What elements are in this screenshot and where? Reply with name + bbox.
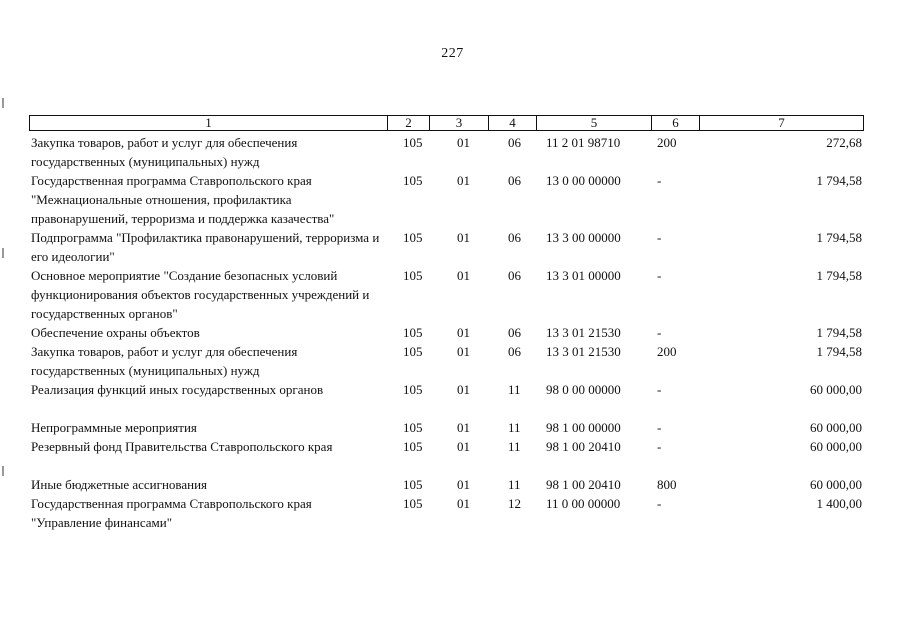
row-name: Обеспечение охраны объектов (31, 325, 200, 340)
row-code-3: 01 (457, 382, 470, 397)
row-name: Реализация функций иных государственных органов (31, 382, 324, 397)
row-amount: 1 794,58 (816, 173, 862, 188)
row-code-3: 01 (457, 173, 470, 188)
table-row (31, 323, 864, 342)
row-code-6: - (657, 230, 662, 245)
row-code-2: 105 (403, 325, 423, 340)
table-row (31, 342, 864, 380)
header-col-2: 2 (387, 116, 429, 130)
row-name: Иные бюджетные ассигнования (31, 477, 208, 492)
row-code-4: 12 (508, 496, 521, 511)
row-code-2: 105 (403, 420, 423, 435)
row-code-4: 06 (508, 268, 521, 283)
budget-table-body (31, 133, 864, 532)
row-code-5: 11 2 01 98710 (546, 135, 621, 150)
row-code-3: 01 (457, 439, 470, 454)
row-amount: 60 000,00 (810, 439, 862, 454)
row-code-6: 800 (657, 477, 677, 492)
row-amount: 60 000,00 (810, 477, 862, 492)
row-code-4: 06 (508, 325, 521, 340)
row-code-3: 01 (457, 268, 470, 283)
table-row (31, 494, 864, 532)
header-col-6: 6 (651, 116, 699, 130)
row-code-6: - (657, 420, 662, 435)
row-code-3: 01 (457, 420, 470, 435)
row-name: Закупка товаров, работ и услуг для обеспечения государственных (муниципальных) нужд (31, 344, 298, 378)
row-code-6: - (657, 439, 662, 454)
row-code-2: 105 (403, 268, 423, 283)
margin-mark (2, 466, 4, 476)
table-row (31, 133, 864, 171)
header-col-7: 7 (699, 116, 863, 130)
row-amount: 60 000,00 (810, 420, 862, 435)
row-code-5: 13 3 01 21530 (546, 325, 621, 340)
table-header (29, 115, 864, 131)
row-code-6: - (657, 268, 662, 283)
row-code-3: 01 (457, 496, 470, 511)
header-col-1: 1 (205, 115, 212, 130)
row-code-2: 105 (403, 439, 423, 454)
row-code-4: 11 (508, 420, 521, 435)
row-code-2: 105 (403, 477, 423, 492)
row-code-6: - (657, 325, 662, 340)
row-code-4: 06 (508, 230, 521, 245)
row-code-4: 11 (508, 382, 521, 397)
row-name: Государственная программа Ставропольского края "Межнациональные отношения, профилактика правонарушений, терроризма и поддержка казачества" (31, 173, 335, 226)
row-code-2: 105 (403, 496, 423, 511)
margin-mark (2, 248, 4, 258)
row-amount: 1 794,58 (816, 230, 862, 245)
row-code-5: 13 3 01 21530 (546, 344, 621, 359)
row-code-6: - (657, 496, 662, 511)
row-code-2: 105 (403, 230, 423, 245)
row-amount: 1 400,00 (816, 496, 862, 511)
row-code-6: - (657, 173, 662, 188)
row-code-5: 11 0 00 00000 (546, 496, 621, 511)
header-col-3: 3 (429, 116, 488, 130)
row-name: Государственная программа Ставропольского края "Управление финансами" (31, 496, 312, 530)
row-code-5: 13 3 01 00000 (546, 268, 621, 283)
row-amount: 272,68 (826, 135, 862, 150)
row-code-5: 98 0 00 00000 (546, 382, 621, 397)
header-col-5: 5 (536, 116, 651, 130)
row-code-5: 98 1 00 00000 (546, 420, 621, 435)
row-code-6: 200 (657, 344, 677, 359)
table-row (31, 228, 864, 266)
row-code-3: 01 (457, 230, 470, 245)
row-code-2: 105 (403, 173, 423, 188)
row-code-5: 13 3 00 00000 (546, 230, 621, 245)
row-amount: 60 000,00 (810, 382, 862, 397)
row-code-4: 11 (508, 439, 521, 454)
row-code-2: 105 (403, 135, 423, 150)
row-code-3: 01 (457, 477, 470, 492)
row-code-5: 98 1 00 20410 (546, 477, 621, 492)
row-code-4: 06 (508, 344, 521, 359)
table-row (31, 475, 864, 494)
row-code-2: 105 (403, 344, 423, 359)
row-code-3: 01 (457, 344, 470, 359)
row-code-6: - (657, 382, 662, 397)
row-amount: 1 794,58 (816, 344, 862, 359)
row-name: Основное мероприятие "Создание безопасных условий функционирования объектов государственных учреждений и государственных органов" (31, 268, 370, 321)
table-row (31, 171, 864, 228)
row-code-5: 13 0 00 00000 (546, 173, 621, 188)
row-code-3: 01 (457, 135, 470, 150)
table-row (31, 380, 864, 399)
row-name: Резервный фонд Правительства Ставропольского края (31, 439, 333, 454)
row-amount: 1 794,58 (816, 268, 862, 283)
row-code-4: 11 (508, 477, 521, 492)
row-code-4: 06 (508, 173, 521, 188)
row-code-4: 06 (508, 135, 521, 150)
table-row (31, 266, 864, 323)
margin-mark (2, 98, 4, 108)
row-name: Подпрограмма "Профилактика правонарушений, терроризма и его идеологии" (31, 230, 380, 264)
row-name: Закупка товаров, работ и услуг для обеспечения государственных (муниципальных) нужд (31, 135, 298, 169)
table-row (31, 437, 864, 456)
table-row (31, 418, 864, 437)
row-name: Непрограммные мероприятия (31, 420, 197, 435)
row-code-2: 105 (403, 382, 423, 397)
row-code-6: 200 (657, 135, 677, 150)
row-code-3: 01 (457, 325, 470, 340)
header-col-4: 4 (488, 116, 536, 130)
row-code-5: 98 1 00 20410 (546, 439, 621, 454)
row-amount: 1 794,58 (816, 325, 862, 340)
page-number: 227 (441, 46, 464, 61)
